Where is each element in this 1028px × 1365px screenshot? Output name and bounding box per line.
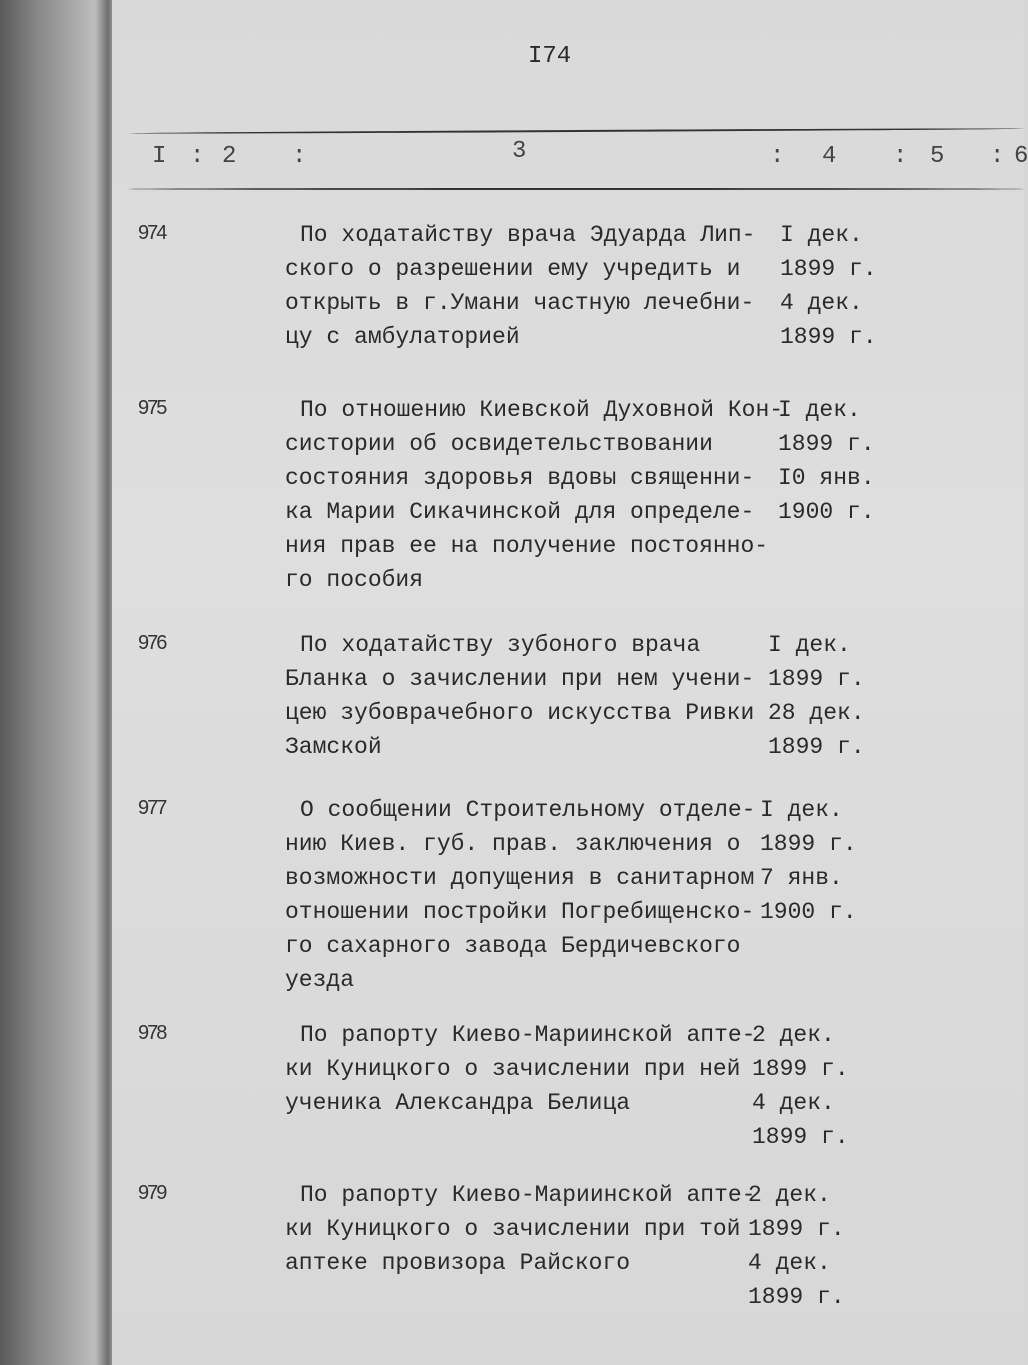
date-line: 1899 г. [780, 324, 877, 350]
description-line: открыть в г.Умани частную лечебни- [285, 290, 755, 316]
description-line: цею зубоврачебного искусства Ривки [285, 700, 755, 726]
date-line: 4 дек. [780, 290, 863, 316]
description-line: аптеке провизора Райского [285, 1250, 631, 1276]
entry-dates [778, 393, 875, 529]
date-line: 1899 г. [768, 734, 865, 760]
date-line: I дек. [768, 632, 851, 658]
entry-dates [748, 1178, 845, 1314]
date-line: 2 дек. [748, 1182, 831, 1208]
description-line: По ходатайству зубоного врача [300, 632, 701, 658]
description-line: ка Марии Сикачинской для определе- [285, 499, 755, 525]
description-line: Замской [285, 734, 382, 760]
date-line: 1900 г. [778, 499, 875, 525]
entry-dates [752, 1018, 849, 1154]
date-line: 4 дек. [748, 1250, 831, 1276]
description-line: го пособия [285, 567, 424, 593]
header-bottom-rule [128, 188, 1024, 190]
date-line: I дек. [778, 397, 861, 423]
date-line: I дек. [780, 222, 863, 248]
description-line: возможности допущения в санитарном [285, 865, 755, 891]
description-line: По отношению Киевской Духовной Кон- [300, 397, 784, 423]
description-line: нию Киев. губ. прав. заключения о [285, 831, 741, 857]
description-line: го сахарного завода Бердичевского [285, 933, 741, 959]
description-line: По ходатайству врача Эдуарда Лип- [300, 222, 756, 248]
date-line: 1900 г. [760, 899, 857, 925]
entry-description [285, 1018, 755, 1120]
date-line: 4 дек. [752, 1090, 835, 1116]
entry-description [285, 628, 754, 764]
entry-dates [780, 218, 877, 354]
date-line: I дек. [760, 797, 843, 823]
description-line: ния прав ее на получение постоянно- [285, 533, 769, 559]
date-line: 1899 г. [778, 431, 875, 457]
date-line: 1899 г. [780, 256, 877, 282]
description-line: цу с амбулаторией [285, 324, 520, 350]
description-line: ского о разрешении ему учредить и [285, 256, 741, 282]
entry-number: 978 [138, 1022, 166, 1044]
description-line: ученика Александра Белица [285, 1090, 631, 1116]
description-line: По рапорту Киево-Мариинской апте- [300, 1182, 756, 1208]
description-line: состояния здоровья вдовы священни- [285, 465, 755, 491]
date-line: 1899 г. [768, 666, 865, 692]
date-line: 1899 г. [752, 1056, 849, 1082]
date-line: 1899 г. [748, 1216, 845, 1242]
entry-dates [768, 628, 865, 764]
date-line: I0 янв. [778, 465, 875, 491]
description-line: систории об освидетельствовании [285, 431, 713, 457]
date-line: 1899 г. [752, 1124, 849, 1150]
description-line: Бланка о зачислении при нем учени- [285, 666, 755, 692]
entry-description [285, 393, 783, 597]
description-line: О сообщении Строительному отделе- [300, 797, 756, 823]
description-line: ки Куницкого о зачислении при той [285, 1216, 741, 1242]
entry-number: 974 [138, 222, 166, 244]
date-line: 2 дек. [752, 1022, 835, 1048]
description-line: ки Куницкого о зачислении при ней [285, 1056, 741, 1082]
description-line: По рапорту Киево-Мариинской апте- [300, 1022, 756, 1048]
date-line: 1899 г. [748, 1284, 845, 1310]
entry-description [285, 793, 755, 997]
description-line: отношении постройки Погребищенско- [285, 899, 755, 925]
entry-description [285, 1178, 755, 1280]
entry-dates [760, 793, 857, 929]
entry-number: 977 [138, 797, 166, 819]
page-number: I74 [528, 43, 572, 70]
date-line: 1899 г. [760, 831, 857, 857]
entry-description [285, 218, 755, 354]
entry-number: 976 [138, 632, 166, 654]
entry-number: 975 [138, 397, 166, 419]
date-line: 28 дек. [768, 700, 865, 726]
description-line: уезда [285, 967, 355, 993]
entry-number: 979 [138, 1182, 166, 1204]
date-line: 7 янв. [760, 865, 843, 891]
